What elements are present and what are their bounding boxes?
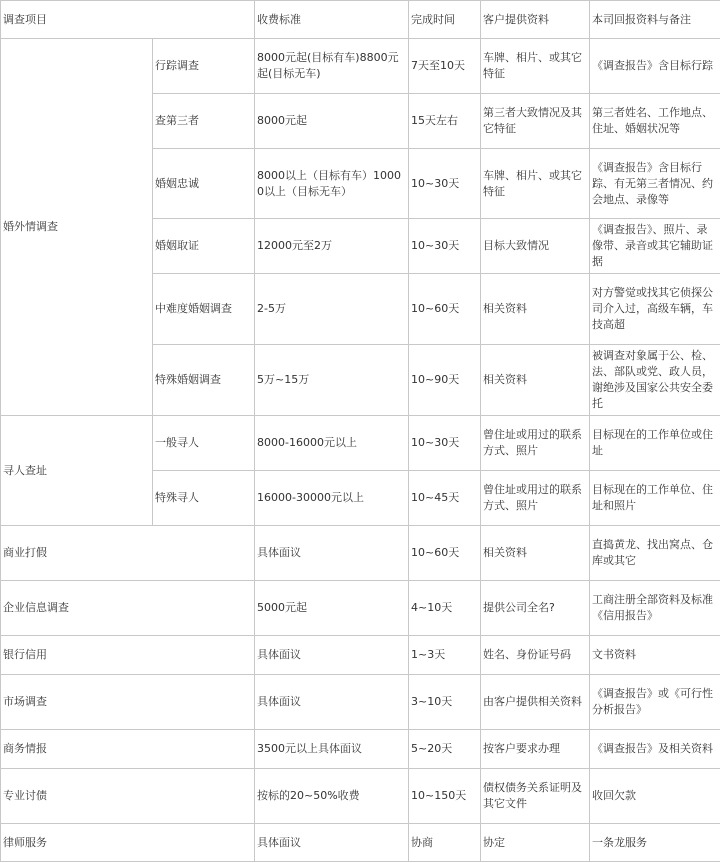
return-cell: 被调查对象属于公、检、法、部队或党、政人员，谢绝涉及国家公共安全委托 xyxy=(590,345,720,416)
client-cell: 第三者大致情况及其它特征 xyxy=(481,94,590,149)
client-cell: 曾住址或用过的联系方式、照片 xyxy=(481,471,590,526)
time-cell: 10~30天 xyxy=(409,219,481,274)
time-cell: 10~90天 xyxy=(409,345,481,416)
return-cell: 《调查报告》及相关资料 xyxy=(590,730,720,769)
header-return: 本司回报资料与备注 xyxy=(590,1,720,39)
fee-cell: 8000-16000元以上 xyxy=(255,416,409,471)
return-cell: 对方警觉或找其它侦探公司介入过，高级车辆，车技高超 xyxy=(590,274,720,345)
client-cell: 相关资料 xyxy=(481,274,590,345)
item-cell: 银行信用 xyxy=(1,636,255,675)
table-row xyxy=(1,730,720,769)
client-cell: 姓名、身份证号码 xyxy=(481,636,590,675)
sub-item: 查第三者 xyxy=(153,94,255,149)
fee-cell: 8000元起(目标有车)8800元起(目标无车) xyxy=(255,39,409,94)
time-cell: 7天至10天 xyxy=(409,39,481,94)
group-person: 寻人查址 xyxy=(1,416,153,526)
sub-item: 特殊婚姻调查 xyxy=(153,345,255,416)
return-cell: 收回欠款 xyxy=(590,769,720,824)
sub-item: 一般寻人 xyxy=(153,416,255,471)
item-cell: 市场调查 xyxy=(1,675,255,730)
fee-cell: 8000元起 xyxy=(255,94,409,149)
time-cell: 10~45天 xyxy=(409,471,481,526)
table-row xyxy=(1,416,720,471)
fee-cell: 3500元以上具体面议 xyxy=(255,730,409,769)
table-row xyxy=(1,636,720,675)
client-cell: 车牌、相片、或其它特征 xyxy=(481,39,590,94)
fee-cell: 按标的20~50%收费 xyxy=(255,769,409,824)
sub-item: 婚姻忠诚 xyxy=(153,149,255,219)
return-cell: 工商注册全部资料及标准《信用报告》 xyxy=(590,581,720,636)
fee-cell: 8000以上（目标有车）10000以上（目标无车） xyxy=(255,149,409,219)
return-cell: 第三者姓名、工作地点、住址、婚姻状况等 xyxy=(590,94,720,149)
header-row xyxy=(1,1,720,39)
time-cell: 4~10天 xyxy=(409,581,481,636)
header-fee: 收费标准 xyxy=(255,1,409,39)
time-cell: 5~20天 xyxy=(409,730,481,769)
fee-cell: 具体面议 xyxy=(255,675,409,730)
return-cell: 文书资料 xyxy=(590,636,720,675)
time-cell: 10~30天 xyxy=(409,149,481,219)
table-row xyxy=(1,824,720,862)
client-cell: 提供公司全名? xyxy=(481,581,590,636)
table-row xyxy=(1,769,720,824)
client-cell: 协定 xyxy=(481,824,590,862)
sub-item: 行踪调查 xyxy=(153,39,255,94)
time-cell: 10~30天 xyxy=(409,416,481,471)
fee-cell: 16000-30000元以上 xyxy=(255,471,409,526)
return-cell: 《调查报告》含目标行踪 xyxy=(590,39,720,94)
item-cell: 律师服务 xyxy=(1,824,255,862)
time-cell: 10~60天 xyxy=(409,526,481,581)
time-cell: 10~150天 xyxy=(409,769,481,824)
return-cell: 直捣黄龙、找出窝点、仓库或其它 xyxy=(590,526,720,581)
item-cell: 商业打假 xyxy=(1,526,255,581)
item-cell: 商务情报 xyxy=(1,730,255,769)
sub-item: 特殊寻人 xyxy=(153,471,255,526)
time-cell: 1~3天 xyxy=(409,636,481,675)
fee-cell: 具体面议 xyxy=(255,636,409,675)
table-row xyxy=(1,581,720,636)
header-time: 完成时间 xyxy=(409,1,481,39)
client-cell: 债权债务关系证明及其它文件 xyxy=(481,769,590,824)
fee-cell: 5万~15万 xyxy=(255,345,409,416)
group-marriage: 婚外情调查 xyxy=(1,39,153,416)
time-cell: 10~60天 xyxy=(409,274,481,345)
return-cell: 《调查报告》含目标行踪、有无第三者情况、约会地点、录像等 xyxy=(590,149,720,219)
item-cell: 企业信息调查 xyxy=(1,581,255,636)
return-cell: 《调查报告》、照片、录像带、录音或其它辅助证据 xyxy=(590,219,720,274)
table-row xyxy=(1,39,720,94)
header-item: 调查项目 xyxy=(1,1,255,39)
header-client: 客户提供资料 xyxy=(481,1,590,39)
time-cell: 协商 xyxy=(409,824,481,862)
time-cell: 15天左右 xyxy=(409,94,481,149)
time-cell: 3~10天 xyxy=(409,675,481,730)
fee-cell: 5000元起 xyxy=(255,581,409,636)
client-cell: 由客户提供相关资料 xyxy=(481,675,590,730)
return-cell: 目标现在的工作单位、住址和照片 xyxy=(590,471,720,526)
table-row xyxy=(1,526,720,581)
client-cell: 车牌、相片、或其它特征 xyxy=(481,149,590,219)
sub-item: 婚姻取证 xyxy=(153,219,255,274)
fee-cell: 12000元至2万 xyxy=(255,219,409,274)
fee-cell: 具体面议 xyxy=(255,526,409,581)
return-cell: 目标现在的工作单位或住址 xyxy=(590,416,720,471)
client-cell: 目标大致情况 xyxy=(481,219,590,274)
item-cell: 专业讨债 xyxy=(1,769,255,824)
client-cell: 曾住址或用过的联系方式、照片 xyxy=(481,416,590,471)
sub-item: 中难度婚姻调查 xyxy=(153,274,255,345)
return-cell: 一条龙服务 xyxy=(590,824,720,862)
client-cell: 按客户要求办理 xyxy=(481,730,590,769)
fee-cell: 具体面议 xyxy=(255,824,409,862)
table-row xyxy=(1,675,720,730)
client-cell: 相关资料 xyxy=(481,526,590,581)
client-cell: 相关资料 xyxy=(481,345,590,416)
return-cell: 《调查报告》或《可行性分析报告》 xyxy=(590,675,720,730)
fee-cell: 2-5万 xyxy=(255,274,409,345)
